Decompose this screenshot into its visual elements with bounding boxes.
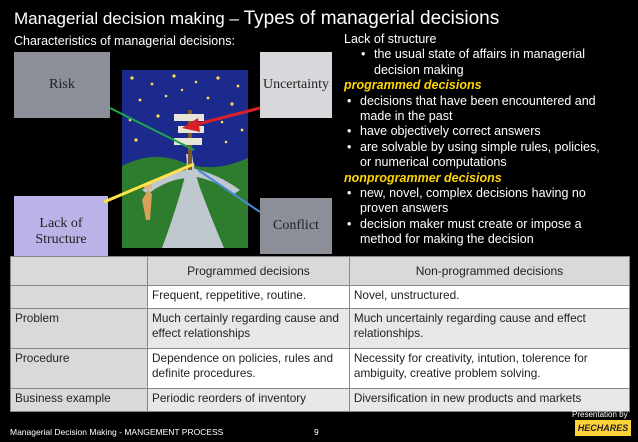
nonprog-bullet-2 (344, 217, 634, 248)
header-nonprogrammed: Non-programmed decisions (349, 257, 629, 286)
presentation-by: Presentation by (572, 410, 628, 419)
nonprog-list (344, 186, 634, 248)
table-header-row (11, 257, 630, 286)
programmed-bullet-2: • have objectively correct answers (344, 124, 634, 139)
lack-heading: Lack of structure (344, 32, 437, 46)
illustration-arrows (14, 52, 332, 268)
header-cell-empty (11, 257, 148, 286)
page-number: 9 (314, 427, 319, 437)
prog-b1-line-1: decisions that have been encountered and (360, 93, 596, 108)
prog-b3-line-2: or numerical computations (360, 155, 507, 170)
programmed-bullet-3 (344, 140, 634, 171)
risk-label: Risk (49, 76, 75, 92)
footer-text: Managerial Decision Making - MANGEMENT PROCESS (10, 427, 224, 437)
table-row (11, 389, 630, 412)
conflict-label: Conflict (273, 217, 319, 233)
prog-b1-line-2: made in the past (360, 109, 453, 124)
programmed-bullet-1 (344, 94, 634, 125)
lack-bullet-line-2: decision making (374, 62, 464, 77)
programmed-cell: Periodic reorders of inventory (148, 389, 350, 412)
nonprog-b1-line-1: new, novel, complex decisions having no (360, 186, 586, 201)
lack-list (344, 47, 634, 78)
arrow-conflict (198, 170, 260, 212)
nonprog-heading: nonprogrammer decisions (344, 170, 502, 185)
decision-illustration (14, 52, 332, 248)
nonprog-b2-line-1: decision maker must create or impose a (360, 216, 582, 231)
comparison-table (10, 256, 630, 412)
brand-logo: HECHARES (575, 420, 631, 436)
arrow-lack-of-structure (104, 164, 194, 202)
row-label: Business example (11, 389, 148, 412)
arrow-risk (110, 108, 194, 150)
subheading: Characteristics of managerial decisions: (14, 34, 235, 48)
nonprog-bullet-1 (344, 186, 634, 217)
title-main: Types of managerial decisions (243, 8, 500, 29)
nonprogrammed-cell: Novel, unstructured. (349, 286, 629, 309)
arrow-uncertainty (198, 108, 260, 124)
slide-title (14, 8, 499, 30)
nonprog-b1-line-2: proven answers (360, 201, 449, 216)
nonprogrammed-cell: Necessity for creativity, intution, tolerence for ambiguity, creative problem solving. (349, 348, 629, 388)
programmed-heading: programmed decisions (344, 78, 482, 93)
characteristics-text (344, 32, 634, 248)
table-row (11, 348, 630, 388)
programmed-cell: Much certainly regarding cause and effect relationships (148, 308, 350, 348)
header-programmed: Programmed decisions (148, 257, 350, 286)
programmed-cell: Dependence on policies, rules and definite procedures. (148, 348, 350, 388)
nonprogrammed-cell: Diversification in new products and markets (349, 389, 629, 412)
nonprogrammed-cell: Much uncertainly regarding cause and effect relationships. (349, 308, 629, 348)
title-prefix: Managerial decision making – (14, 9, 244, 28)
table-row (11, 286, 630, 309)
uncertainty-label: Uncertainty (262, 76, 330, 92)
red-arrowhead (182, 118, 200, 132)
nonprog-b2-line-2: method for making the decision (360, 232, 534, 247)
table-row (11, 308, 630, 348)
row-label: Problem (11, 308, 148, 348)
lack-line-2: Structure (35, 232, 87, 247)
lack-bullet (344, 47, 634, 78)
lack-line-1: Lack of (39, 215, 83, 231)
prog-b3-line-1: are solvable by using simple rules, policies, (360, 139, 600, 154)
programmed-cell: Frequent, reppetitive, routine. (148, 286, 350, 309)
lack-bullet-line-1: the usual state of affairs in managerial (374, 47, 586, 62)
programmed-list (344, 94, 634, 171)
row-label (11, 286, 148, 309)
row-label: Procedure (11, 348, 148, 388)
